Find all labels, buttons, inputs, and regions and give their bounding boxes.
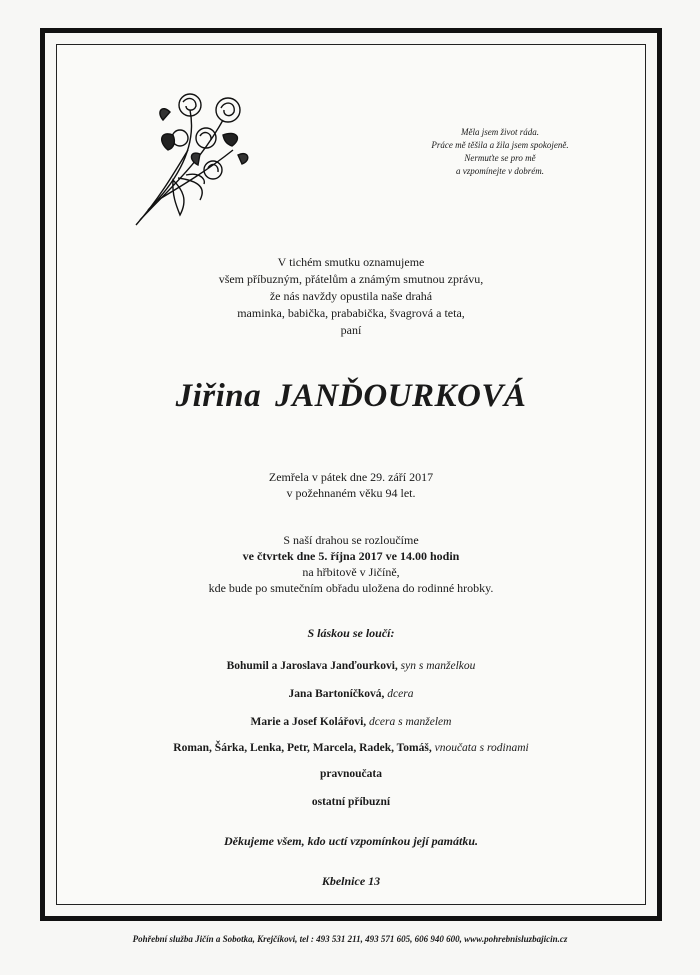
death-date: Zemřela v pátek dne 29. září 2017 xyxy=(268,470,434,484)
rose-bouquet-icon xyxy=(128,80,258,230)
mourner-names: ostatní příbuzní xyxy=(311,796,391,808)
mourner-line xyxy=(56,660,646,672)
poem-line: Práce mě těšila a žila jsem spokojeně. xyxy=(431,140,569,150)
poem-line: a vzpomínejte v dobrém. xyxy=(456,166,544,176)
announcement-line: paní xyxy=(340,323,362,337)
funeral-burial: kde bude po smutečním obřadu uložena do rodinné hrobky. xyxy=(208,581,494,595)
mourner-names: Jana Bartoníčková, xyxy=(288,688,385,700)
funeral-service-footer: Pohřební služba Jičín a Sobotka, Krejčíkovi, tel : 493 531 211, 493 571 605, 606 940 600, www.pohrebnisluzbajicin.cz xyxy=(132,934,568,944)
funeral-date: ve čtvrtek dne 5. října 2017 ve 14.00 hodin xyxy=(242,549,460,563)
announcement-line: všem příbuzným, přátelům a známým smutnou zprávu, xyxy=(218,272,484,286)
address-line: Kbelnice 13 xyxy=(321,874,381,888)
mourner-names: Marie a Josef Kolářovi, xyxy=(250,716,367,728)
funeral-place: na hřbitově v Jičíně, xyxy=(302,565,400,579)
mourner-relation: dcera s manželem xyxy=(366,716,452,728)
poem-line: Nermuťte se pro mě xyxy=(464,153,536,163)
funeral-info xyxy=(56,532,646,596)
death-info xyxy=(56,469,646,501)
mourner-line xyxy=(56,688,646,700)
announcement-line: V tichém smutku oznamujeme xyxy=(277,255,425,269)
mourner-relation: syn s manželkou xyxy=(397,660,476,672)
announcement xyxy=(56,254,646,339)
announcement-line: že nás navždy opustila naše drahá xyxy=(269,289,433,303)
mourner-line xyxy=(56,796,646,808)
thanks-line: Děkujeme všem, kdo uctí vzpomínkou její památku. xyxy=(224,834,478,848)
mourner-line xyxy=(56,716,646,728)
mourner-names: Bohumil a Jaroslava Janďourkovi, xyxy=(226,660,398,672)
mourner-line xyxy=(56,742,646,754)
funeral-intro: S naší drahou se rozloučíme xyxy=(283,533,419,547)
mourner-relation: dcera xyxy=(384,688,414,700)
announcement-line: maminka, babička, prababička, švagrová a teta, xyxy=(237,306,465,320)
mourner-names: Roman, Šárka, Lenka, Petr, Marcela, Radek, Tomáš, xyxy=(173,742,432,754)
poem xyxy=(400,126,600,178)
death-age: v požehnaném věku 94 let. xyxy=(286,486,416,500)
mourners-title: S láskou se loučí: xyxy=(307,626,395,640)
mourner-names: pravnoučata xyxy=(320,768,382,780)
deceased-name xyxy=(56,378,646,415)
poem-line: Měla jsem život ráda. xyxy=(461,127,539,137)
deceased-first-name: Jiřina xyxy=(175,378,262,414)
mourner-relation: vnoučata s rodinami xyxy=(431,742,529,754)
deceased-last-name: JANĎOURKOVÁ xyxy=(275,378,527,414)
mourner-line xyxy=(56,768,646,780)
